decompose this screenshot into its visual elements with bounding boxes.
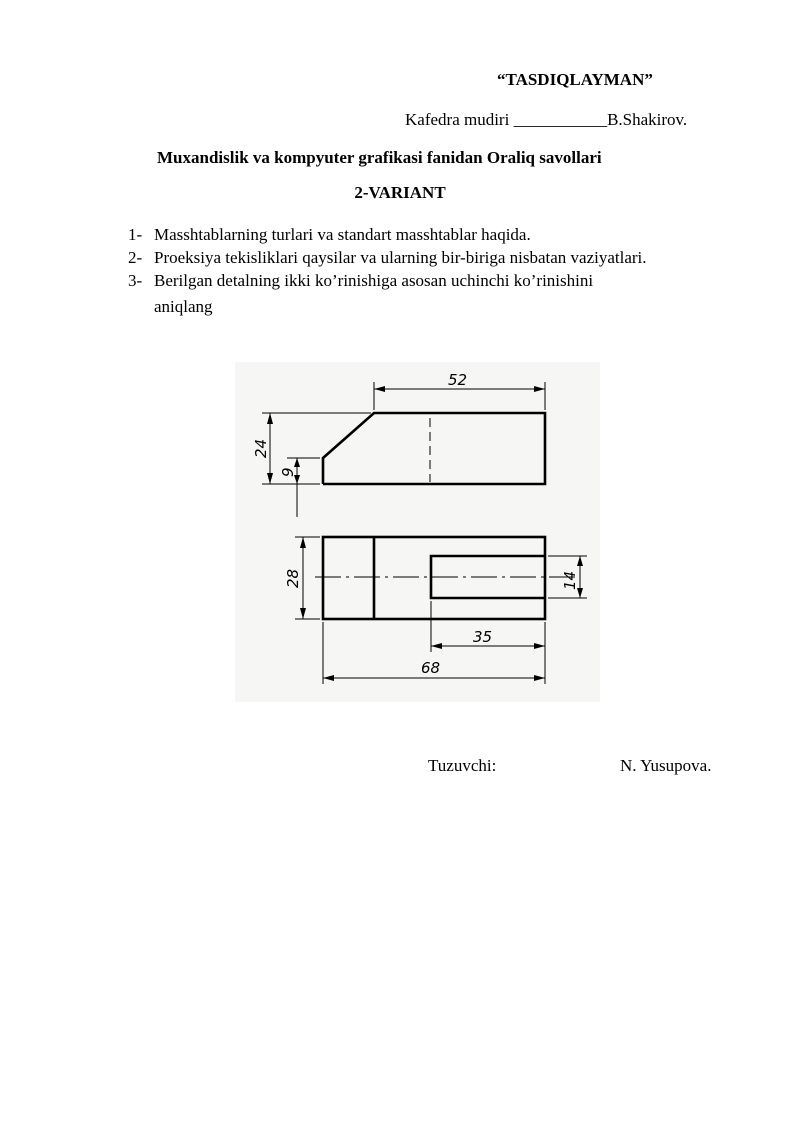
- author-name: N. Yusupova.: [620, 756, 712, 775]
- dimension-text-68: 68: [421, 659, 441, 677]
- dimension-text-14: 14: [561, 570, 579, 590]
- dimension-text-35: 35: [473, 628, 493, 646]
- question-text-continuation: aniqlang: [154, 297, 213, 316]
- question-number: 2-: [128, 248, 143, 267]
- department-head-line: Kafedra mudiri ___________B.Shakirov.: [405, 110, 688, 129]
- document-title: Muxandislik va kompyuter grafikasi fanidan Oraliq savollari: [157, 148, 602, 167]
- dimension-text-28: 28: [284, 568, 302, 588]
- question-text: Berilgan detalning ikki ko’rinishiga asosan uchinchi ko’rinishini: [154, 271, 594, 290]
- dimension-text-24: 24: [252, 438, 270, 458]
- dimension-text-52: 52: [448, 371, 468, 389]
- question-number: 3-: [128, 271, 143, 290]
- dimension-text-9: 9: [279, 467, 297, 477]
- question-text: Proeksiya tekisliklari qaysilar va ularning bir-biriga nisbatan vaziyatlari.: [154, 248, 647, 267]
- author-label: Tuzuvchi:: [428, 756, 497, 775]
- question-number: 1-: [128, 225, 143, 244]
- technical-drawing: [235, 362, 600, 702]
- variant-label: 2-VARIANT: [354, 183, 446, 202]
- question-text: Masshtablarning turlari va standart masshtablar haqida.: [154, 225, 531, 244]
